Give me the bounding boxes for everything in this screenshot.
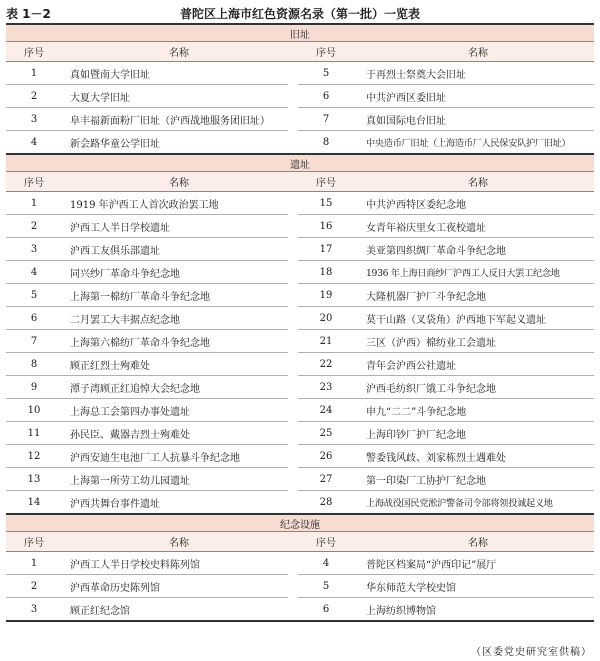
section-title: 旧址	[6, 24, 594, 42]
row-name-right: 上海纺织博物馆	[354, 598, 594, 622]
table-row	[6, 261, 594, 284]
source-note: （区委党史研究室供稿）	[471, 647, 592, 658]
row-gap	[288, 215, 298, 238]
row-gap	[288, 491, 298, 515]
row-name-left: 沪西工友俱乐部遗址	[62, 238, 288, 261]
row-name-left: 上海总工会第四办事处遗址	[62, 399, 288, 422]
row-gap	[288, 131, 298, 155]
row-number-right: 15	[298, 192, 354, 215]
row-name-left: 二月罢工大丰据点纪念地	[62, 307, 288, 330]
column-header-name: 名称	[62, 532, 288, 552]
row-gap	[288, 261, 298, 284]
row-gap	[288, 108, 298, 131]
row-number-left: 4	[6, 131, 62, 155]
row-gap	[288, 307, 298, 330]
row-name-left: 大夏大学旧址	[62, 85, 288, 108]
row-name-left: 沪西工人半日学校史料陈列馆	[62, 552, 288, 575]
row-gap	[288, 376, 298, 399]
row-name-right: 中共沪西特区委纪念地	[354, 192, 594, 215]
row-gap	[288, 284, 298, 307]
row-number-right: 16	[298, 215, 354, 238]
row-name-right: 中央造币厂旧址（上海造币厂人民保安队护厂旧址）	[354, 131, 594, 155]
section-header-row	[6, 514, 594, 532]
table-row	[6, 353, 594, 376]
column-gap	[288, 42, 298, 62]
row-number-left: 1	[6, 62, 62, 85]
row-number-left: 11	[6, 422, 62, 445]
row-name-right: 普陀区档案局“沪西印记”展厅	[354, 552, 594, 575]
section-header-row	[6, 24, 594, 42]
row-name-left: 沪西革命历史陈列馆	[62, 575, 288, 598]
table-row	[6, 330, 594, 353]
row-number-left: 13	[6, 468, 62, 491]
row-number-left: 6	[6, 307, 62, 330]
row-gap	[288, 62, 298, 85]
row-name-left: 孙民臣、戴器吉烈士殉难处	[62, 422, 288, 445]
row-gap	[288, 192, 298, 215]
row-number-right: 24	[298, 399, 354, 422]
table-number: 表 1－2	[6, 7, 51, 21]
row-name-left: 顾正红纪念馆	[62, 598, 288, 622]
row-number-left: 3	[6, 598, 62, 622]
column-header-no: 序号	[6, 172, 62, 192]
row-name-left: 沪西工人半日学校遗址	[62, 215, 288, 238]
row-number-right: 17	[298, 238, 354, 261]
row-name-left: 沪西共舞台事件遗址	[62, 491, 288, 515]
table-row	[6, 85, 594, 108]
table-row	[6, 131, 594, 155]
column-header-no: 序号	[298, 172, 354, 192]
row-number-left: 2	[6, 215, 62, 238]
column-header-name: 名称	[354, 532, 594, 552]
row-gap	[288, 238, 298, 261]
row-name-right: 第一印染厂工协护厂纪念地	[354, 468, 594, 491]
row-number-right: 21	[298, 330, 354, 353]
row-number-left: 14	[6, 491, 62, 515]
row-number-right: 23	[298, 376, 354, 399]
table-row	[6, 238, 594, 261]
row-number-left: 8	[6, 353, 62, 376]
row-number-right: 6	[298, 85, 354, 108]
row-number-left: 2	[6, 85, 62, 108]
row-number-right: 18	[298, 261, 354, 284]
column-gap	[288, 172, 298, 192]
row-gap	[288, 468, 298, 491]
column-header-no: 序号	[6, 532, 62, 552]
table-row	[6, 468, 594, 491]
row-number-left: 4	[6, 261, 62, 284]
row-gap	[288, 422, 298, 445]
section-title: 纪念设施	[6, 514, 594, 532]
row-name-right: 沪西毛纺织厂饿工斗争纪念地	[354, 376, 594, 399]
row-gap	[288, 353, 298, 376]
row-number-right: 22	[298, 353, 354, 376]
row-number-left: 7	[6, 330, 62, 353]
table-row	[6, 215, 594, 238]
row-number-left: 3	[6, 108, 62, 131]
table-title: 普陀区上海市红色资源名录（第一批）一览表	[179, 7, 420, 21]
column-header-no: 序号	[298, 532, 354, 552]
row-name-right: 青年会沪西公社遗址	[354, 353, 594, 376]
row-gap	[288, 445, 298, 468]
column-header-name: 名称	[354, 42, 594, 62]
column-header-name: 名称	[354, 172, 594, 192]
column-header-row	[6, 42, 594, 62]
row-number-right: 27	[298, 468, 354, 491]
row-number-right: 8	[298, 131, 354, 155]
row-name-right: 上海印钞厂护厂纪念地	[354, 422, 594, 445]
table-row	[6, 491, 594, 515]
row-name-left: 真如暨南大学旧址	[62, 62, 288, 85]
table-row	[6, 422, 594, 445]
row-name-right: 女青年裕庆里女工夜校遗址	[354, 215, 594, 238]
row-name-left: 同兴纱厂革命斗争纪念地	[62, 261, 288, 284]
row-name-left: 上海第六棉纺厂革命斗争纪念地	[62, 330, 288, 353]
row-number-right: 4	[298, 552, 354, 575]
row-name-right: 上海战役国民党淞沪警备司令部将领投诚起义地	[354, 491, 594, 515]
row-number-left: 2	[6, 575, 62, 598]
section-title: 遗址	[6, 154, 594, 172]
table-row	[6, 445, 594, 468]
row-name-right: 申九“二二”斗争纪念地	[354, 399, 594, 422]
row-number-right: 5	[298, 575, 354, 598]
row-number-left: 3	[6, 238, 62, 261]
row-number-left: 1	[6, 552, 62, 575]
row-number-right: 26	[298, 445, 354, 468]
column-header-name: 名称	[62, 172, 288, 192]
row-name-right: 莫干山路（叉袋角）沪西地下军起义遗址	[354, 307, 594, 330]
table-row	[6, 376, 594, 399]
table-row	[6, 284, 594, 307]
row-name-right: 警委钱风歧、刘家栋烈士遇难处	[354, 445, 594, 468]
title-row	[6, 4, 594, 22]
row-number-right: 5	[298, 62, 354, 85]
row-name-right: 于再烈士祭奠大会旧址	[354, 62, 594, 85]
column-header-no: 序号	[298, 42, 354, 62]
row-name-left: 顾正红烈士殉难处	[62, 353, 288, 376]
section-header-row	[6, 154, 594, 172]
row-gap	[288, 399, 298, 422]
row-gap	[288, 85, 298, 108]
row-number-right: 20	[298, 307, 354, 330]
row-name-left: 阜丰福新面粉厂旧址（沪西战地服务团旧址）	[62, 108, 288, 131]
row-name-left: 新会路华童公学旧址	[62, 131, 288, 155]
row-name-left: 潭子湾顾正红追悼大会纪念地	[62, 376, 288, 399]
row-name-left: 1919 年沪西工人首次政治罢工地	[62, 192, 288, 215]
row-number-left: 12	[6, 445, 62, 468]
table-row	[6, 575, 594, 598]
row-number-right: 19	[298, 284, 354, 307]
row-gap	[288, 598, 298, 622]
row-number-right: 7	[298, 108, 354, 131]
row-name-left: 上海第一棉纺厂革命斗争纪念地	[62, 284, 288, 307]
row-name-right: 中共沪西区委旧址	[354, 85, 594, 108]
row-gap	[288, 575, 298, 598]
row-gap	[288, 330, 298, 353]
red-resource-table	[6, 23, 594, 622]
row-number-right: 28	[298, 491, 354, 515]
column-gap	[288, 532, 298, 552]
table-body	[6, 24, 594, 621]
row-number-left: 10	[6, 399, 62, 422]
table-row	[6, 307, 594, 330]
table-row	[6, 62, 594, 85]
column-header-name: 名称	[62, 42, 288, 62]
row-name-right: 华东师范大学校史馆	[354, 575, 594, 598]
row-number-left: 9	[6, 376, 62, 399]
row-name-right: 美亚第四织绸厂革命斗争纪念地	[354, 238, 594, 261]
row-number-left: 1	[6, 192, 62, 215]
row-name-right: 大隆机器厂护厂斗争纪念地	[354, 284, 594, 307]
row-name-right: 三区（沪西）棉纺业工会遗址	[354, 330, 594, 353]
column-header-row	[6, 172, 594, 192]
row-number-left: 5	[6, 284, 62, 307]
row-number-right: 25	[298, 422, 354, 445]
row-number-right: 6	[298, 598, 354, 622]
table-row	[6, 108, 594, 131]
row-gap	[288, 552, 298, 575]
table-row	[6, 552, 594, 575]
table-row	[6, 399, 594, 422]
row-name-left: 沪西安迪生电池厂工人抗暴斗争纪念地	[62, 445, 288, 468]
column-header-no: 序号	[6, 42, 62, 62]
table-row	[6, 598, 594, 622]
row-name-left: 上海第一所劳工幼儿园遗址	[62, 468, 288, 491]
row-name-right: 真如国际电台旧址	[354, 108, 594, 131]
row-name-right: 1936 年上海日商纱厂沪西工人反日大罢工纪念地	[354, 261, 594, 284]
table-row	[6, 192, 594, 215]
column-header-row	[6, 532, 594, 552]
